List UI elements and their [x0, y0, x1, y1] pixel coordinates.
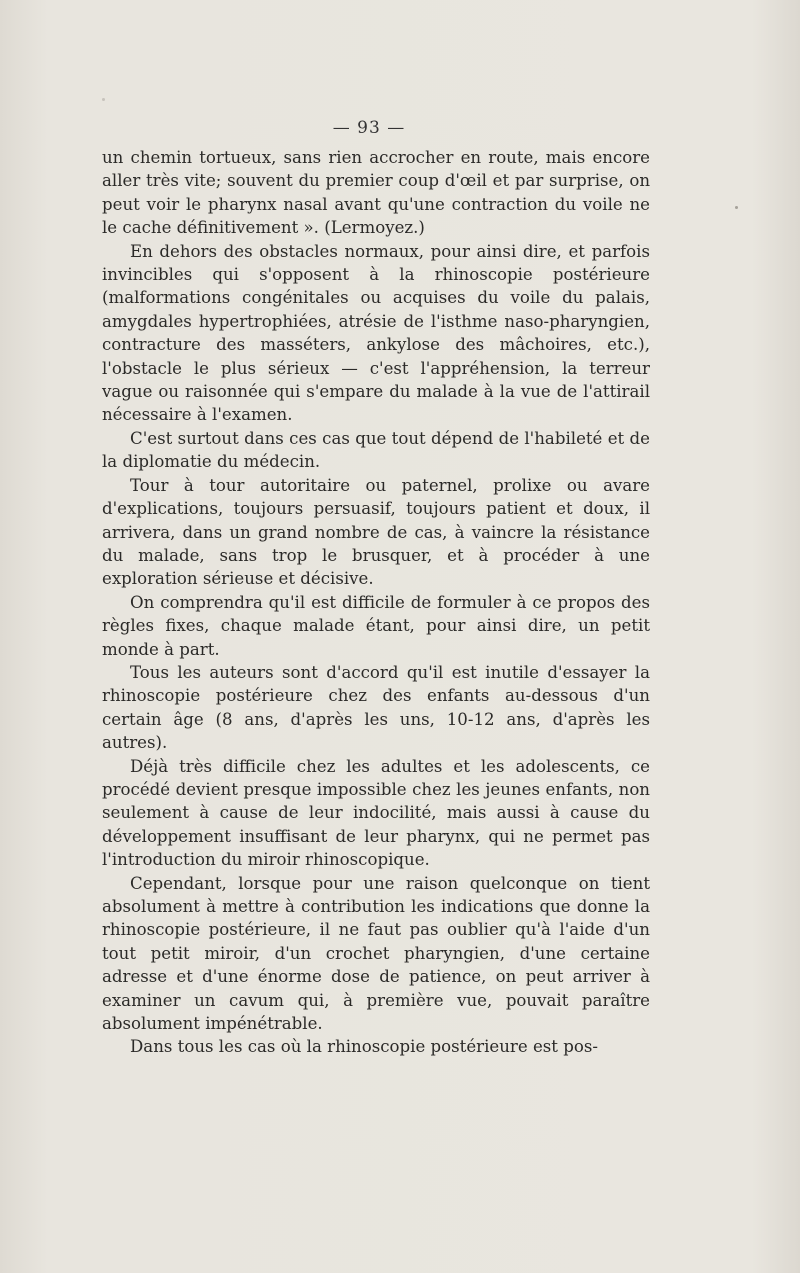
paragraph-children-age: Tous les auteurs sont d'accord qu'il est inutile d'essayer la rhinoscopie postérieure chez des enfants au-dessous d'un certain âge (8 ans, d'après les uns, 10-12 ans, d'après les autres).: [102, 662, 650, 753]
paragraph-final-line: Dans tous les cas où la rhinoscopie postérieure est pos-: [130, 1037, 598, 1057]
paragraph-continuation: un chemin tortueux, sans rien accrocher en route, mais encore aller très vite; souvent du premier coup d'œil et par surprise, on peut voir le pharynx nasal avant qu'une contraction du voile ne le cache définitivement ». (Lermoyez.): [102, 148, 650, 238]
paragraph-obstacles: En dehors des obstacles normaux, pour ainsi dire, et parfois invincibles qui s'opposent à la rhinoscopie postérieure (malformations congénitales ou acquises du voile du palais, amygdales hypertrophiées, atrésie de l'isthme naso-pharyngien, contracture des masséters, ankylose des mâchoires, etc.), l'obstacle le plus sérieux — c'est l'appréhension, la terreur vague ou raisonnée qui s'empare du malade à la vue de l'attirail nécessaire à l'examen.: [102, 241, 650, 425]
paragraph-authority: Tour à tour autoritaire ou paternel, prolixe ou avare d'explications, toujours persuasif, toujours patient et doux, il arrivera, dans un grand nombre de cas, à vaincre la résistance du malade, sans trop le brusquer, et à procéder à une exploration sérieuse et décisive.: [102, 475, 650, 589]
paragraph-diplomacy: C'est surtout dans ces cas que tout dépend de l'habileté et de la diplomatie du médecin.: [102, 428, 650, 472]
paragraph-rules: On comprendra qu'il est difficile de formuler à ce propos des règles fixes, chaque malade étant, pour ainsi dire, un petit monde à part.: [102, 592, 650, 659]
paragraph-patience: Cependant, lorsque pour une raison quelconque on tient absolument à mettre à contribution les indications que donne la rhinoscopie postérieure, il ne faut pas oublier qu'à l'aide d'un tout petit miroir, d'un crochet pharyngien, d'une certaine adresse et d'une énorme dose de patience, on peut arriver à examiner un cavum qui, à première vue, pouvait paraître absolument impénétrable.: [102, 873, 650, 1034]
page-number: — 93 —: [332, 118, 406, 138]
paper-speck: [102, 98, 105, 101]
paragraph-difficulty: Déjà très difficile chez les adultes et les adolescents, ce procédé devient presque impossible chez les jeunes enfants, non seulement à cause de leur indocilité, mais aussi à cause du développement insuffisant de leur pharynx, qui ne permet pas l'introduction du miroir rhinoscopique.: [102, 756, 650, 870]
paper-speck: [735, 206, 738, 209]
body-text: [102, 146, 650, 1059]
